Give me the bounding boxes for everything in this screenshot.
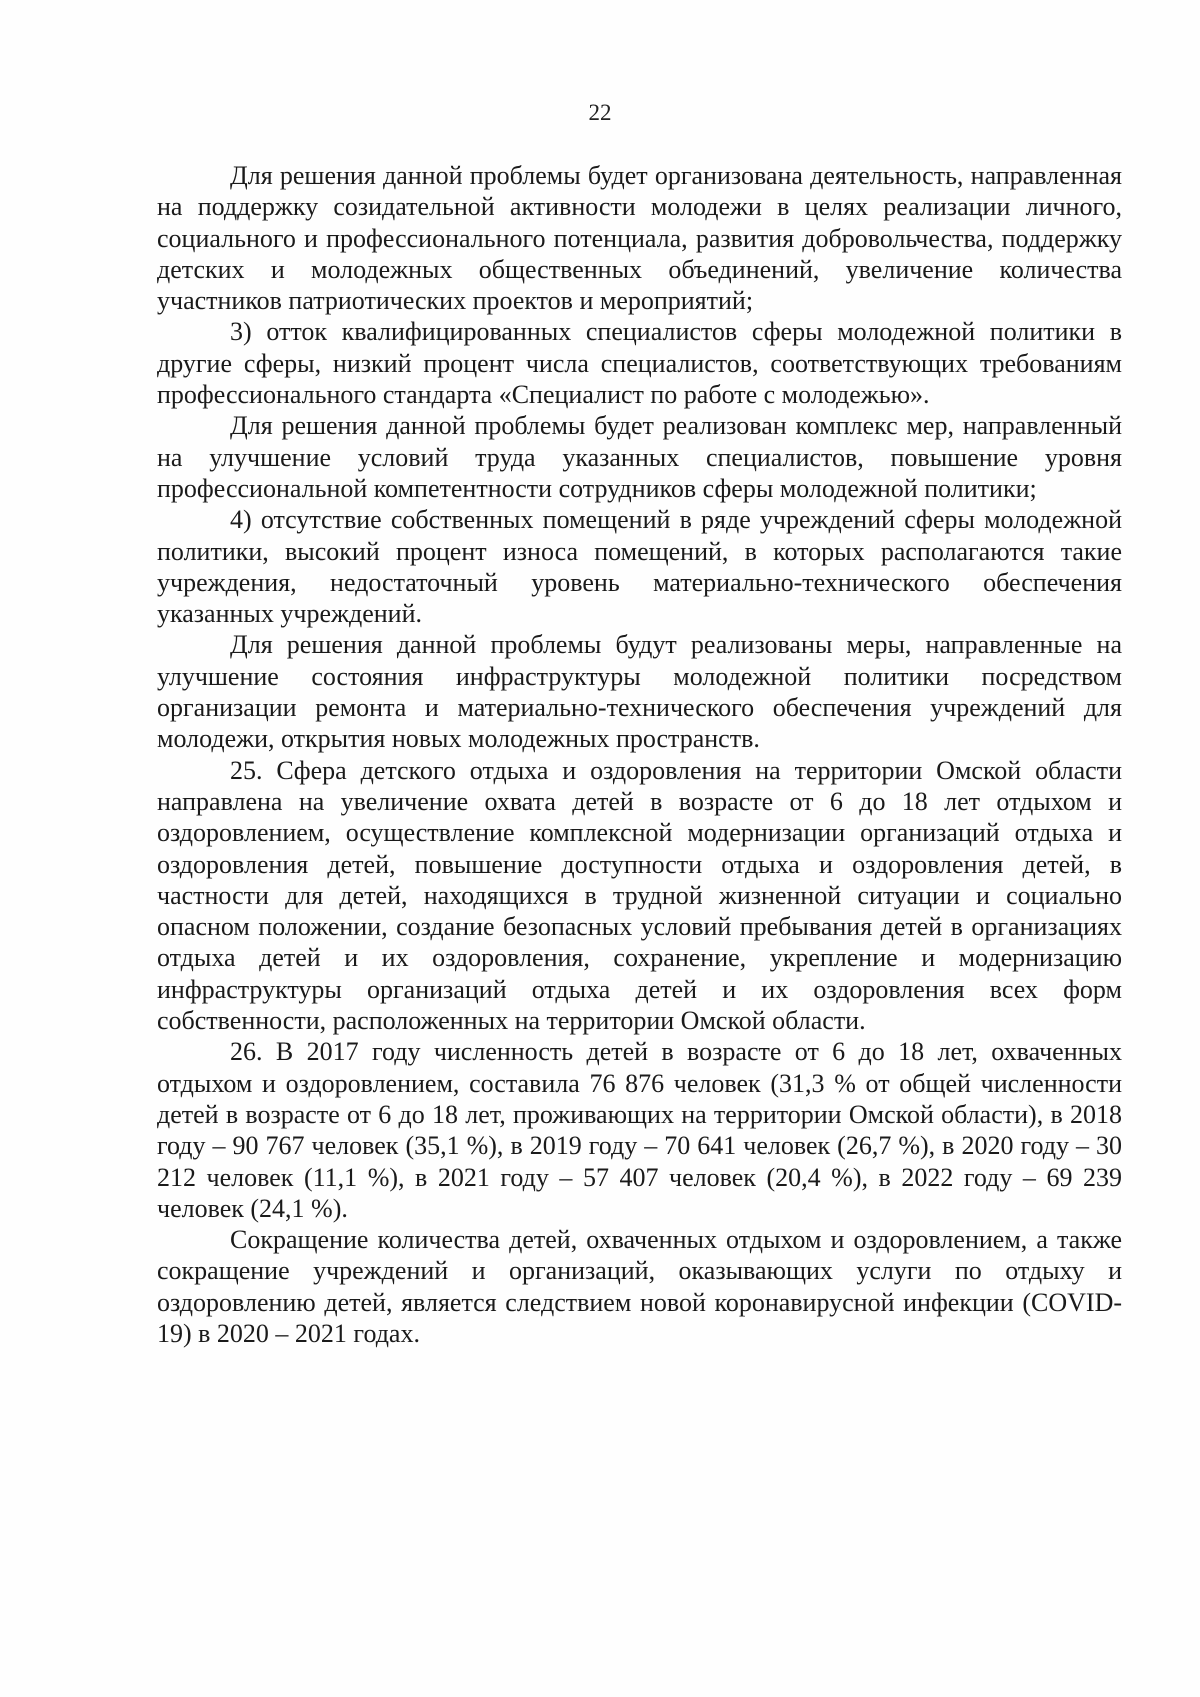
paragraph-youth-activity-measures: Для решения данной проблемы будет организована деятельность, направленная на поддержку созидательной активности молодежи в целях реализации личного, социального и профессионального потенциала, развития добровольчества, поддержку детских и молодежных общественных объединений, увеличение количества участников патриотических проектов и мероприятий; <box>157 161 1122 316</box>
page-number: 22 <box>588 100 612 125</box>
paragraph-problem-4-premises: 4) отсутствие собственных помещений в ряде учреждений сферы молодежной политики, высокий процент износа помещений, в которых располагаются такие учреждения, недостаточный уровень материально-технического обеспечения указанных учреждений. <box>157 505 1122 629</box>
paragraph-covid-decline: Сокращение количества детей, охваченных отдыхом и оздоровлением, а также сокращение учреждений и организаций, оказывающих услуги по отдыху и оздоровлению детей, является следствием новой коронавирусной инфекции (COVID-19) в 2020 – 2021 годах. <box>157 1225 1122 1348</box>
paragraph-section-26-statistics: 26. В 2017 году численность детей в возрасте от 6 до 18 лет, охваченных отдыхом и оздоровлением, составила 76 876 человек (31,3 % от общей численности детей в возрасте от 6 до 18 лет, проживающих на территории Омской области), в 2018 году – 90 767 человек (35,1 %), в 2019 году – 70 641 человек (26,7 %), в 2020 году – 30 212 человек (11,1 %), в 2021 году – 57 407 человек (20,4 %), в 2022 году – 69 239 человек (24,1 %). <box>157 1037 1122 1223</box>
paragraph-problem-3-specialists: 3) отток квалифицированных специалистов сферы молодежной политики в другие сферы, низкий процент числа специалистов, соответствующих требованиям профессионального стандарта «Специалист по работе с молодежью». <box>157 317 1122 410</box>
paragraph-section-25-children-recreation: 25. Сфера детского отдыха и оздоровления на территории Омской области направлена на увеличение охвата детей в возрасте от 6 до 18 лет отдыхом и оздоровлением, осуществление комплексной модернизации организаций отдыха и оздоровления детей, повышение доступности отдыха и оздоровления детей, в частности для детей, находящихся в трудной жизненной ситуации и социально опасном положении, создание безопасных условий пребывания детей в организациях отдыха детей и их оздоровления, сохранение, укрепление и модернизацию инфраструктуры организаций отдыха детей и их оздоровления всех форм собственности, расположенных на территории Омской области. <box>157 755 1122 1036</box>
document-body <box>157 160 1122 1349</box>
paragraph-infrastructure-measures: Для решения данной проблемы будут реализованы меры, направленные на улучшение состояния инфраструктуры молодежной политики посредством организации ремонта и материально-технического обеспечения учреждений для молодежи, открытия новых молодежных пространств. <box>157 630 1122 754</box>
paragraph-specialists-measures: Для решения данной проблемы будет реализован комплекс мер, направленный на улучшение условий труда указанных специалистов, повышение уровня профессиональной компетентности сотрудников сферы молодежной политики; <box>157 411 1122 503</box>
